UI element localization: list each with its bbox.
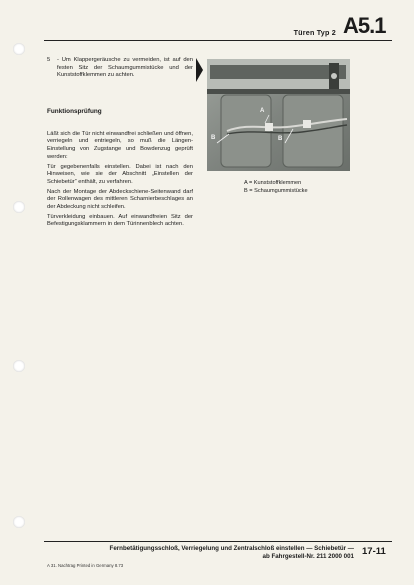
section-code: A5.1 <box>343 13 386 38</box>
punch-hole-upper-middle <box>13 201 25 213</box>
paragraph-check: Läßt sich die Tür nicht einwandfrei schließen und öffnen, verriegeln und entriegeln, so muß die Längen-Einstellung von Zugstange und Bowdenzug geprüft werden: <box>47 130 193 160</box>
footer-title-line-2: ab Fahrgestell-Nr. 211 2000 001 <box>262 553 354 560</box>
paragraph-adjust: Tür gegebenenfalls einstellen. Dabei ist nach den Hinweisen, wie sie der Abschnitt „Einstellen der Schiebetür“ enthält, zu verfahren. <box>47 163 193 185</box>
footer-divider <box>44 541 392 542</box>
step-number: 5 <box>47 57 51 63</box>
punch-hole-bottom <box>13 516 25 528</box>
pointer-arrow-icon <box>196 58 203 82</box>
legend-item-b: B = Schaumgummistücke <box>244 187 308 194</box>
door-interior-photo <box>207 59 350 171</box>
header-title: Türen Typ 2 <box>293 28 336 37</box>
figure-legend <box>244 180 308 195</box>
section-heading: Funktionsprüfung <box>47 108 102 115</box>
instruction-step <box>47 57 193 80</box>
punch-hole-lower-middle <box>13 360 25 372</box>
paragraph-rail: Nach der Montage der Abdeckschiene-Seitenwand darf der Rollenwagen des mittleren Scharnierbeschlages an der Abdeckung nicht schleifen. <box>47 188 193 210</box>
punch-hole-top <box>13 43 25 55</box>
photo-label-b-right: B <box>278 136 283 142</box>
print-imprint: A 31. Nachtrag Printed in Germany 8.73 <box>47 563 124 568</box>
legend-item-a: A = Kunststoffklemmen <box>244 180 302 186</box>
door-photo-graphic <box>207 59 350 171</box>
footer-title-line-1: Fernbetätigungsschloß, Verriegelung und Zentralschloß einstellen — Schiebetür — <box>109 545 354 552</box>
photo-label-b-left: B <box>211 135 216 141</box>
photo-label-a: A <box>260 108 265 114</box>
paragraph-trim: Türverkleidung einbauen. Auf einwandfreien Sitz der Befestigungsklammern in dem Türinnenblech achten. <box>47 213 193 228</box>
step-text: - Um Klappergeräusche zu vermeiden, ist auf den festen Sitz der Schaumgummistücke und der Kunststoffklemmen zu achten. <box>57 57 193 79</box>
page-number: 17-11 <box>362 546 386 557</box>
footer-title <box>80 545 354 561</box>
header-divider <box>44 40 392 41</box>
